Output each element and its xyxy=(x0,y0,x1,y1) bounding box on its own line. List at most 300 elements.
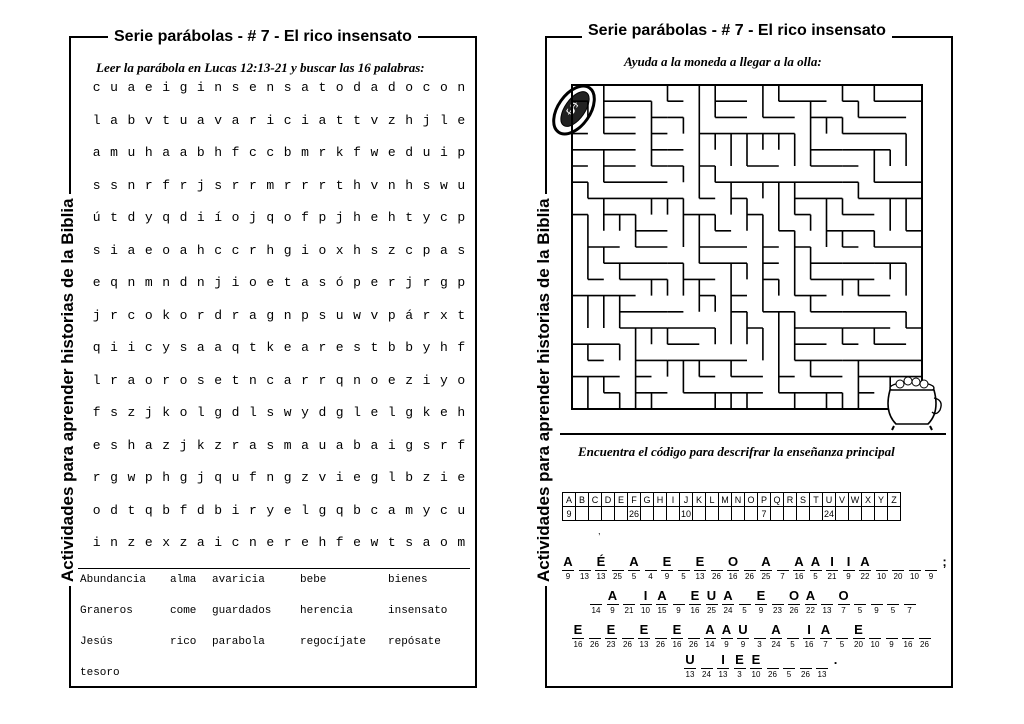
code-cell[interactable] xyxy=(576,507,589,521)
cipher-blank[interactable] xyxy=(810,570,822,571)
grid-letter[interactable]: v xyxy=(370,177,379,193)
grid-letter[interactable]: n xyxy=(387,177,396,193)
grid-letter[interactable]: j xyxy=(144,405,153,420)
grid-letter[interactable]: d xyxy=(353,80,361,95)
grid-letter[interactable]: r xyxy=(318,372,327,388)
grid-letter[interactable]: s xyxy=(318,275,327,290)
cipher-blank[interactable] xyxy=(886,638,898,639)
code-cell[interactable]: 26 xyxy=(628,508,639,519)
grid-letter[interactable]: y xyxy=(301,405,309,420)
grid-letter[interactable]: u xyxy=(457,177,466,193)
grid-letter[interactable]: m xyxy=(405,502,414,518)
grid-letter[interactable]: g xyxy=(405,437,414,453)
grid-letter[interactable]: a xyxy=(370,437,379,453)
grid-letter[interactable]: a xyxy=(422,535,431,550)
cipher-blank[interactable] xyxy=(623,604,635,605)
grid-letter[interactable]: u xyxy=(110,80,118,95)
grid-letter[interactable]: r xyxy=(92,470,101,485)
grid-letter[interactable]: i xyxy=(110,242,118,258)
grid-letter[interactable]: b xyxy=(162,502,171,518)
grid-letter[interactable]: c xyxy=(422,80,431,95)
grid-letter[interactable]: p xyxy=(457,145,466,160)
grid-letter[interactable]: l xyxy=(249,405,257,420)
code-cell[interactable] xyxy=(810,507,823,521)
grid-letter[interactable]: r xyxy=(179,177,188,193)
grid-letter[interactable]: i xyxy=(266,112,275,128)
grid-letter[interactable]: j xyxy=(405,275,414,290)
cipher-blank[interactable] xyxy=(803,638,815,639)
cipher-blank[interactable] xyxy=(821,604,833,605)
grid-letter[interactable]: a xyxy=(249,437,257,453)
cipher-blank[interactable] xyxy=(777,570,789,571)
grid-letter[interactable]: o xyxy=(318,242,327,258)
grid-letter[interactable]: h xyxy=(387,210,396,225)
grid-letter[interactable]: e xyxy=(92,275,101,290)
grid-letter[interactable]: p xyxy=(422,242,431,258)
grid-letter[interactable]: o xyxy=(92,502,101,518)
grid-letter[interactable]: r xyxy=(196,307,205,323)
grid-letter[interactable]: i xyxy=(162,80,171,95)
grid-letter[interactable]: r xyxy=(231,177,240,193)
code-cell[interactable] xyxy=(589,507,602,521)
grid-letter[interactable]: a xyxy=(196,535,205,550)
grid-letter[interactable]: s xyxy=(318,307,327,323)
grid-letter[interactable]: n xyxy=(162,275,171,290)
grid-letter[interactable]: m xyxy=(110,145,118,160)
grid-letter[interactable]: g xyxy=(283,242,292,258)
cipher-blank[interactable] xyxy=(770,638,782,639)
grid-letter[interactable]: x xyxy=(439,307,448,323)
cipher-blank[interactable] xyxy=(595,570,607,571)
grid-letter[interactable]: r xyxy=(144,177,153,193)
grid-letter[interactable]: c xyxy=(266,145,275,160)
grid-letter[interactable]: s xyxy=(283,80,292,95)
grid-letter[interactable]: m xyxy=(283,437,292,453)
cipher-blank[interactable] xyxy=(579,570,591,571)
cipher-blank[interactable] xyxy=(671,638,683,639)
grid-letter[interactable]: s xyxy=(266,437,275,453)
cipher-blank[interactable] xyxy=(787,638,799,639)
grid-letter[interactable]: e xyxy=(335,340,344,355)
grid-letter[interactable]: e xyxy=(387,372,396,388)
grid-letter[interactable]: s xyxy=(422,177,431,193)
grid-letter[interactable]: n xyxy=(457,80,466,95)
grid-letter[interactable]: p xyxy=(457,275,466,290)
cipher-blank[interactable] xyxy=(820,638,832,639)
grid-letter[interactable]: a xyxy=(127,80,136,95)
grid-letter[interactable]: j xyxy=(214,275,223,290)
cipher-blank[interactable] xyxy=(843,570,855,571)
cipher-blank[interactable] xyxy=(656,604,668,605)
cipher-blank[interactable] xyxy=(793,570,805,571)
cipher-blank[interactable] xyxy=(612,570,624,571)
grid-letter[interactable]: s xyxy=(92,177,101,193)
grid-letter[interactable]: e xyxy=(92,437,101,453)
cipher-blank[interactable] xyxy=(869,638,881,639)
grid-letter[interactable]: u xyxy=(231,470,240,485)
grid-letter[interactable]: n xyxy=(127,177,136,193)
grid-letter[interactable]: a xyxy=(127,242,136,258)
grid-letter[interactable]: a xyxy=(144,437,153,453)
grid-letter[interactable]: o xyxy=(439,535,448,550)
grid-letter[interactable]: h xyxy=(353,242,361,258)
code-cell[interactable]: 7 xyxy=(758,507,771,521)
grid-letter[interactable]: r xyxy=(110,307,118,323)
grid-letter[interactable]: s xyxy=(92,242,101,258)
cipher-blank[interactable] xyxy=(694,570,706,571)
grid-letter[interactable]: n xyxy=(214,80,223,95)
grid-letter[interactable]: r xyxy=(283,535,292,550)
grid-letter[interactable]: t xyxy=(387,535,396,550)
grid-letter[interactable]: g xyxy=(318,502,327,518)
grid-letter[interactable]: i xyxy=(127,340,136,355)
cipher-blank[interactable] xyxy=(607,604,619,605)
grid-letter[interactable]: h xyxy=(266,242,275,258)
grid-letter[interactable]: t xyxy=(335,177,344,193)
grid-letter[interactable]: o xyxy=(457,372,466,388)
grid-letter[interactable]: p xyxy=(353,275,361,290)
cipher-blank[interactable] xyxy=(589,638,601,639)
grid-letter[interactable]: r xyxy=(249,502,257,518)
grid-letter[interactable]: u xyxy=(318,437,327,453)
grid-letter[interactable]: h xyxy=(144,145,153,160)
grid-letter[interactable]: e xyxy=(439,405,448,420)
grid-letter[interactable]: w xyxy=(370,145,379,160)
grid-letter[interactable]: l xyxy=(353,405,361,420)
grid-letter[interactable]: a xyxy=(301,340,309,355)
cipher-blank[interactable] xyxy=(800,668,812,669)
cipher-blank[interactable] xyxy=(876,570,888,571)
grid-letter[interactable]: i xyxy=(301,242,309,258)
grid-letter[interactable]: p xyxy=(387,307,396,323)
grid-letter[interactable]: r xyxy=(249,112,257,128)
grid-letter[interactable]: ó xyxy=(335,275,344,290)
code-cell[interactable] xyxy=(797,507,810,521)
cipher-blank[interactable] xyxy=(562,570,574,571)
grid-letter[interactable]: e xyxy=(387,145,396,160)
grid-letter[interactable]: h xyxy=(214,145,223,160)
grid-letter[interactable]: d xyxy=(387,80,396,95)
grid-letter[interactable]: z xyxy=(127,405,136,420)
code-cell[interactable]: 24 xyxy=(823,508,834,519)
grid-letter[interactable]: s xyxy=(179,340,188,355)
code-cell[interactable]: 10 xyxy=(680,508,691,519)
grid-letter[interactable]: t xyxy=(249,340,257,355)
grid-letter[interactable]: u xyxy=(457,502,466,518)
grid-letter[interactable]: z xyxy=(301,470,309,485)
cipher-blank[interactable] xyxy=(727,570,739,571)
grid-letter[interactable]: l xyxy=(92,372,101,388)
grid-letter[interactable]: a xyxy=(318,112,327,128)
grid-letter[interactable]: a xyxy=(301,80,309,95)
grid-letter[interactable]: r xyxy=(439,437,448,453)
grid-letter[interactable]: y xyxy=(422,502,431,518)
grid-letter[interactable]: i xyxy=(196,210,205,225)
grid-letter[interactable]: e xyxy=(266,535,275,550)
grid-letter[interactable]: i xyxy=(231,275,240,290)
cipher-blank[interactable] xyxy=(816,668,828,669)
grid-letter[interactable]: j xyxy=(196,470,205,485)
grid-letter[interactable]: k xyxy=(162,405,171,420)
grid-letter[interactable]: j xyxy=(249,210,257,225)
grid-letter[interactable]: w xyxy=(283,405,292,420)
grid-letter[interactable]: g xyxy=(266,307,275,323)
grid-letter[interactable]: q xyxy=(162,210,171,225)
grid-letter[interactable]: r xyxy=(231,437,240,453)
cipher-blank[interactable] xyxy=(704,638,716,639)
grid-letter[interactable]: h xyxy=(405,112,414,128)
grid-letter[interactable]: q xyxy=(335,372,344,388)
grid-letter[interactable]: l xyxy=(439,112,448,128)
grid-letter[interactable]: c xyxy=(231,242,240,258)
grid-letter[interactable]: n xyxy=(283,307,292,323)
grid-letter[interactable]: t xyxy=(127,502,136,518)
grid-letter[interactable]: z xyxy=(214,437,223,453)
grid-letter[interactable]: c xyxy=(127,307,136,323)
grid-letter[interactable]: f xyxy=(457,437,466,453)
grid-letter[interactable]: n xyxy=(196,275,205,290)
grid-letter[interactable]: o xyxy=(335,80,344,95)
grid-letter[interactable]: n xyxy=(266,80,275,95)
grid-letter[interactable]: q xyxy=(92,340,101,355)
grid-letter[interactable]: a xyxy=(249,307,257,323)
cipher-blank[interactable] xyxy=(655,638,667,639)
grid-letter[interactable]: h xyxy=(405,177,414,193)
grid-letter[interactable]: y xyxy=(439,372,448,388)
grid-letter[interactable]: j xyxy=(196,177,205,193)
grid-letter[interactable]: v xyxy=(214,112,223,128)
grid-letter[interactable]: t xyxy=(110,210,118,225)
cipher-blank[interactable] xyxy=(783,668,795,669)
grid-letter[interactable]: l xyxy=(387,405,396,420)
grid-letter[interactable]: y xyxy=(422,340,431,355)
code-cell[interactable] xyxy=(641,507,654,521)
grid-letter[interactable]: q xyxy=(110,275,118,290)
grid-letter[interactable]: b xyxy=(196,145,205,160)
cipher-blank[interactable] xyxy=(721,638,733,639)
grid-letter[interactable]: u xyxy=(179,112,188,128)
grid-letter[interactable]: r xyxy=(231,307,240,323)
grid-letter[interactable]: k xyxy=(162,307,171,323)
grid-letter[interactable]: v xyxy=(318,470,327,485)
grid-letter[interactable]: e xyxy=(457,470,466,485)
grid-letter[interactable]: g xyxy=(283,470,292,485)
cipher-blank[interactable] xyxy=(760,570,772,571)
code-cell[interactable] xyxy=(784,507,797,521)
grid-letter[interactable]: t xyxy=(283,275,292,290)
cipher-blank[interactable] xyxy=(737,638,749,639)
cipher-blank[interactable] xyxy=(755,604,767,605)
grid-letter[interactable]: ú xyxy=(92,210,101,225)
grid-letter[interactable]: h xyxy=(353,210,361,225)
cipher-blank[interactable] xyxy=(919,638,931,639)
code-cell[interactable] xyxy=(654,507,667,521)
grid-letter[interactable]: w xyxy=(127,470,136,485)
grid-letter[interactable]: b xyxy=(405,470,414,485)
cipher-blank[interactable] xyxy=(688,638,700,639)
grid-letter[interactable]: f xyxy=(353,145,361,160)
grid-letter[interactable]: r xyxy=(110,372,118,388)
grid-letter[interactable]: g xyxy=(439,275,448,290)
grid-letter[interactable]: m xyxy=(301,145,309,160)
grid-letter[interactable]: c xyxy=(214,242,223,258)
cipher-blank[interactable] xyxy=(744,570,756,571)
grid-letter[interactable]: g xyxy=(214,405,223,420)
code-cell[interactable] xyxy=(732,507,745,521)
grid-letter[interactable]: r xyxy=(249,242,257,258)
grid-letter[interactable]: u xyxy=(335,307,344,323)
grid-letter[interactable]: e xyxy=(457,112,466,128)
grid-letter[interactable]: a xyxy=(196,112,205,128)
grid-letter[interactable]: e xyxy=(144,242,153,258)
grid-letter[interactable]: a xyxy=(110,112,118,128)
grid-letter[interactable]: o xyxy=(144,307,153,323)
grid-letter[interactable]: t xyxy=(318,80,327,95)
grid-letter[interactable]: f xyxy=(335,535,344,550)
grid-letter[interactable]: s xyxy=(370,242,379,258)
cipher-blank[interactable] xyxy=(826,570,838,571)
grid-letter[interactable]: m xyxy=(266,177,275,193)
grid-letter[interactable]: b xyxy=(127,112,136,128)
grid-letter[interactable]: o xyxy=(439,80,448,95)
grid-letter[interactable]: l xyxy=(387,470,396,485)
grid-letter[interactable]: d xyxy=(110,502,118,518)
cipher-blank[interactable] xyxy=(754,638,766,639)
grid-letter[interactable]: e xyxy=(214,372,223,388)
grid-letter[interactable]: r xyxy=(422,307,431,323)
cipher-blank[interactable] xyxy=(689,604,701,605)
grid-letter[interactable]: s xyxy=(266,405,275,420)
cipher-blank[interactable] xyxy=(902,638,914,639)
grid-letter[interactable]: d xyxy=(405,145,414,160)
grid-letter[interactable]: a xyxy=(196,340,205,355)
grid-letter[interactable]: z xyxy=(387,112,396,128)
grid-letter[interactable]: l xyxy=(301,502,309,518)
code-cell[interactable] xyxy=(862,507,875,521)
grid-letter[interactable]: g xyxy=(179,470,188,485)
code-cell[interactable] xyxy=(667,507,680,521)
grid-letter[interactable]: h xyxy=(196,242,205,258)
grid-letter[interactable]: r xyxy=(422,275,431,290)
grid-letter[interactable]: e xyxy=(370,405,379,420)
grid-letter[interactable]: c xyxy=(266,372,275,388)
grid-letter[interactable]: j xyxy=(422,112,431,128)
cipher-blank[interactable] xyxy=(767,668,779,669)
grid-letter[interactable]: z xyxy=(179,535,188,550)
cipher-blank[interactable] xyxy=(853,638,865,639)
code-cell[interactable] xyxy=(771,507,784,521)
grid-letter[interactable]: e xyxy=(144,535,153,550)
grid-letter[interactable]: c xyxy=(92,80,101,95)
grid-letter[interactable]: n xyxy=(266,470,275,485)
grid-letter[interactable]: f xyxy=(92,405,101,420)
grid-letter[interactable]: b xyxy=(214,502,223,518)
grid-letter[interactable]: r xyxy=(318,177,327,193)
cipher-blank[interactable] xyxy=(722,604,734,605)
cipher-blank[interactable] xyxy=(678,570,690,571)
grid-letter[interactable]: g xyxy=(370,470,379,485)
cipher-blank[interactable] xyxy=(925,570,937,571)
grid-letter[interactable]: x xyxy=(335,242,344,258)
grid-letter[interactable]: k xyxy=(266,340,275,355)
grid-letter[interactable]: s xyxy=(214,177,223,193)
grid-letter[interactable]: o xyxy=(179,372,188,388)
grid-letter[interactable]: f xyxy=(301,210,309,225)
grid-letter[interactable]: c xyxy=(144,340,153,355)
code-cell[interactable] xyxy=(745,507,758,521)
grid-letter[interactable]: p xyxy=(457,210,466,225)
cipher-blank[interactable] xyxy=(590,604,602,605)
grid-letter[interactable]: g xyxy=(335,405,344,420)
grid-letter[interactable]: c xyxy=(439,210,448,225)
grid-letter[interactable]: v xyxy=(370,307,379,323)
grid-letter[interactable]: n xyxy=(353,372,361,388)
grid-letter[interactable]: a xyxy=(370,80,379,95)
grid-letter[interactable]: n xyxy=(249,372,257,388)
grid-letter[interactable]: e xyxy=(283,502,292,518)
grid-letter[interactable]: i xyxy=(335,470,344,485)
grid-letter[interactable]: y xyxy=(162,340,171,355)
grid-letter[interactable]: k xyxy=(335,145,344,160)
grid-letter[interactable]: c xyxy=(405,242,414,258)
code-cell[interactable] xyxy=(602,507,615,521)
cipher-blank[interactable] xyxy=(734,668,746,669)
grid-letter[interactable]: s xyxy=(110,437,118,453)
grid-letter[interactable]: e xyxy=(353,470,361,485)
grid-letter[interactable]: c xyxy=(283,112,292,128)
cipher-blank[interactable] xyxy=(572,638,584,639)
grid-letter[interactable]: k xyxy=(196,437,205,453)
code-cell[interactable] xyxy=(875,507,888,521)
grid-letter[interactable]: a xyxy=(162,145,171,160)
grid-letter[interactable]: h xyxy=(439,340,448,355)
grid-letter[interactable]: i xyxy=(387,437,396,453)
cipher-blank[interactable] xyxy=(750,668,762,669)
grid-letter[interactable]: r xyxy=(301,372,309,388)
grid-letter[interactable]: y xyxy=(144,210,153,225)
grid-letter[interactable]: a xyxy=(301,437,309,453)
cipher-blank[interactable] xyxy=(772,604,784,605)
grid-letter[interactable]: d xyxy=(179,275,188,290)
grid-letter[interactable]: o xyxy=(231,210,240,225)
grid-letter[interactable]: a xyxy=(179,145,188,160)
grid-letter[interactable]: w xyxy=(370,535,379,550)
grid-letter[interactable]: g xyxy=(179,80,188,95)
code-cell[interactable] xyxy=(836,507,849,521)
grid-letter[interactable]: b xyxy=(387,340,396,355)
grid-letter[interactable]: a xyxy=(335,437,344,453)
grid-letter[interactable]: e xyxy=(144,80,153,95)
grid-letter[interactable]: a xyxy=(127,372,136,388)
grid-letter[interactable]: o xyxy=(179,307,188,323)
cipher-blank[interactable] xyxy=(871,604,883,605)
grid-letter[interactable]: d xyxy=(318,405,327,420)
grid-letter[interactable]: s xyxy=(110,405,118,420)
grid-letter[interactable]: r xyxy=(162,372,171,388)
cipher-blank[interactable] xyxy=(673,604,685,605)
cipher-blank[interactable] xyxy=(739,604,751,605)
grid-letter[interactable]: f xyxy=(179,502,188,518)
grid-letter[interactable]: t xyxy=(370,340,379,355)
cipher-blank[interactable] xyxy=(805,604,817,605)
grid-letter[interactable]: l xyxy=(196,405,205,420)
grid-letter[interactable]: a xyxy=(439,242,448,258)
grid-letter[interactable]: v xyxy=(370,112,379,128)
grid-letter[interactable]: s xyxy=(231,80,240,95)
cipher-blank[interactable] xyxy=(638,638,650,639)
grid-letter[interactable]: f xyxy=(457,340,466,355)
code-cell[interactable] xyxy=(719,507,732,521)
